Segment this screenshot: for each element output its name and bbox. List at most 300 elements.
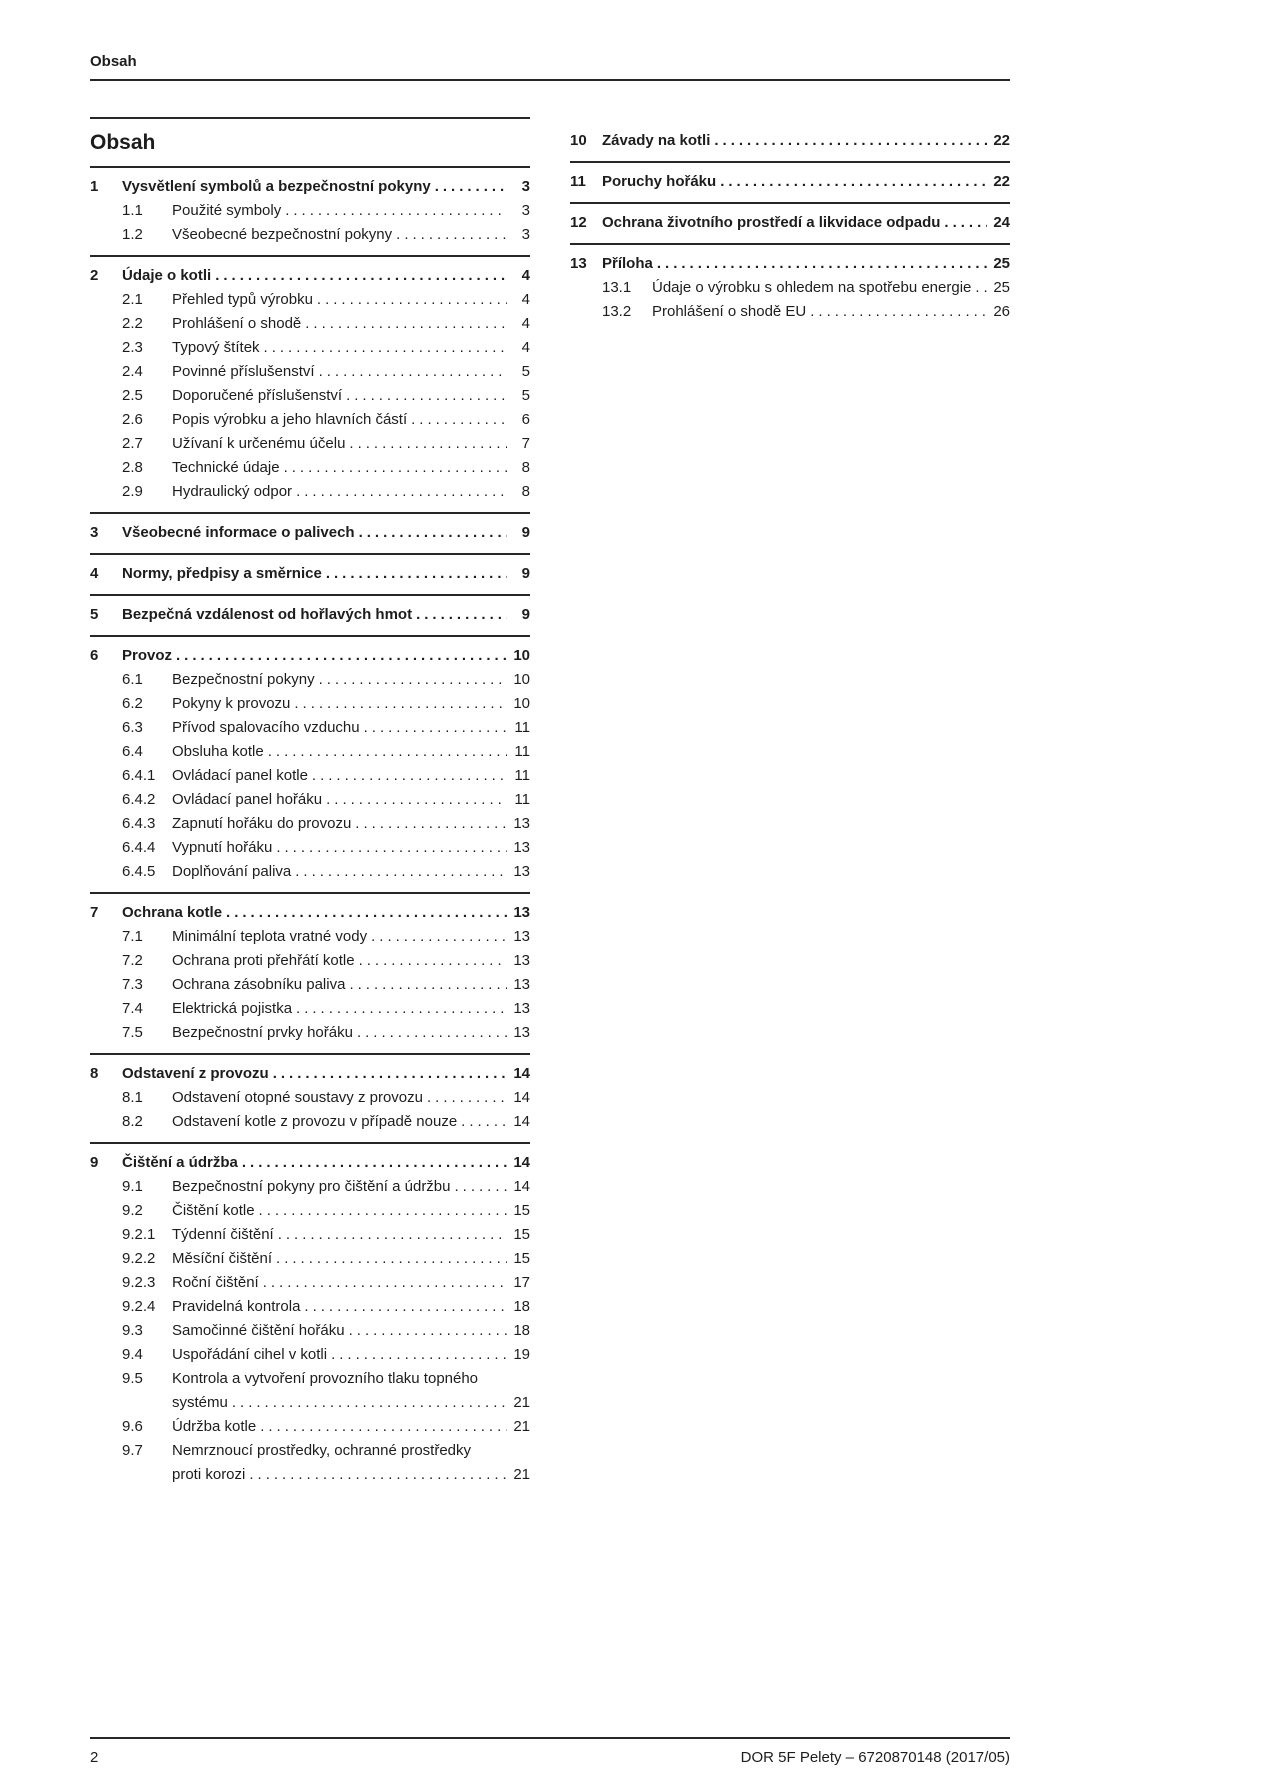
toc-entry-page: 21 xyxy=(513,1418,530,1435)
toc-entry-line xyxy=(90,1223,530,1247)
toc-dot-leader xyxy=(357,1021,507,1045)
toc-entry-line xyxy=(90,1415,530,1439)
toc-entry-line xyxy=(90,901,530,925)
toc-entry[interactable] xyxy=(90,336,530,360)
toc-entry-title: Odstavení otopné soustavy z provozu xyxy=(172,1089,423,1106)
toc-section xyxy=(90,553,530,594)
toc-entry-title: Ovládací panel hořáku xyxy=(172,791,323,808)
toc-entry-page: 24 xyxy=(993,214,1010,231)
toc-entry-title: Bezpečnostní pokyny pro čištění a údržbu xyxy=(172,1178,451,1195)
toc-entry-number: 8.1 xyxy=(122,1089,143,1106)
toc-entry[interactable] xyxy=(570,170,1010,194)
toc-entry-title: Provoz xyxy=(122,647,173,664)
toc-entry-page: 14 xyxy=(513,1065,530,1082)
toc-entry-page: 9 xyxy=(521,606,530,623)
toc-entry-title: Technické údaje xyxy=(172,459,280,476)
toc-dot-leader xyxy=(411,408,507,432)
toc-dot-leader xyxy=(276,836,507,860)
toc-section xyxy=(90,512,530,553)
toc-entry[interactable] xyxy=(90,223,530,247)
toc-dot-leader xyxy=(319,668,507,692)
toc-dot-leader xyxy=(317,288,507,312)
toc-entry-title-continued: proti korozi xyxy=(172,1466,246,1483)
toc-entry-page: 13 xyxy=(513,815,530,832)
toc-entry-line xyxy=(90,1151,530,1175)
toc-entry[interactable] xyxy=(90,408,530,432)
toc-dot-leader xyxy=(278,1223,507,1247)
toc-entry-line xyxy=(570,129,1010,153)
toc-dot-leader xyxy=(296,480,507,504)
toc-entry-title: Ochrana životního prostředí a likvidace odpadu xyxy=(602,214,941,231)
toc-entry-number: 6.4.4 xyxy=(122,839,156,856)
toc-dot-leader xyxy=(294,692,507,716)
toc-entry-line xyxy=(90,1062,530,1086)
toc-entry-title: Ochrana kotle xyxy=(122,904,223,921)
toc-entry-page: 9 xyxy=(521,524,530,541)
toc-dot-leader xyxy=(215,264,507,288)
toc-entry[interactable] xyxy=(90,1062,530,1086)
toc-entry-page: 14 xyxy=(513,1178,530,1195)
toc-entry-page: 25 xyxy=(993,279,1010,296)
toc-entry-line xyxy=(90,336,530,360)
toc-section xyxy=(90,594,530,635)
toc-entry-number: 12 xyxy=(570,214,587,231)
toc-entry[interactable] xyxy=(90,1415,530,1439)
page-number: 2 xyxy=(90,1749,99,1766)
toc-dot-leader xyxy=(355,812,507,836)
toc-entry-number: 7.2 xyxy=(122,952,143,969)
toc-entry[interactable] xyxy=(90,1319,530,1343)
toc-entry-page: 15 xyxy=(513,1202,530,1219)
toc-entry-title: Údržba kotle xyxy=(172,1418,257,1435)
toc-dot-leader xyxy=(416,603,507,627)
toc-dot-leader xyxy=(364,716,507,740)
toc-entry-page: 11 xyxy=(514,791,530,808)
toc-entry-page: 3 xyxy=(521,226,530,243)
toc-dot-leader xyxy=(326,562,507,586)
toc-entry[interactable] xyxy=(90,288,530,312)
toc-entry-title-continued: systému xyxy=(172,1394,228,1411)
toc-entry-title: Vypnutí hořáku xyxy=(172,839,273,856)
toc-entry-number: 1.2 xyxy=(122,226,143,243)
toc-entry-line xyxy=(90,692,530,716)
toc-dot-leader xyxy=(268,740,507,764)
toc-entry[interactable] xyxy=(570,211,1010,235)
toc-dot-leader xyxy=(975,276,987,300)
toc-entry-line xyxy=(90,1110,530,1134)
toc-entry-title: Zapnutí hořáku do provozu xyxy=(172,815,352,832)
toc-entry-page: 7 xyxy=(521,435,530,452)
toc-entry-title: Ochrana zásobníku paliva xyxy=(172,976,346,993)
toc-entry-title: Měsíční čištění xyxy=(172,1250,273,1267)
toc-entry-title: Povinné příslušenství xyxy=(172,363,315,380)
toc-entry-title: Přehled typů výrobku xyxy=(172,291,313,308)
toc-entry-number: 9.2.3 xyxy=(122,1274,156,1291)
toc-entry-line xyxy=(90,408,530,432)
toc-entry[interactable] xyxy=(570,129,1010,153)
toc-dot-leader xyxy=(714,129,987,153)
toc-entry-line xyxy=(90,480,530,504)
toc-dot-leader xyxy=(657,252,987,276)
toc-entry-title: Závady na kotli xyxy=(602,132,711,149)
toc-dot-leader xyxy=(242,1151,507,1175)
toc-entry-line xyxy=(90,1367,530,1391)
toc-entry-line xyxy=(570,211,1010,235)
toc-entry-title: Nemrznoucí prostředky, ochranné prostředky xyxy=(172,1442,472,1459)
toc-entry-page: 21 xyxy=(513,1466,530,1483)
toc-entry[interactable] xyxy=(90,1295,530,1319)
toc-dot-leader xyxy=(232,1391,507,1415)
toc-entry-line xyxy=(570,276,1010,300)
toc-dot-leader xyxy=(285,199,507,223)
toc-entry[interactable] xyxy=(90,1199,530,1223)
toc-entry[interactable] xyxy=(90,360,530,384)
toc-entry-page: 22 xyxy=(993,173,1010,190)
toc-entry-title: Prohlášení o shodě EU xyxy=(652,303,807,320)
toc-entry-title: Elektrická pojistka xyxy=(172,1000,293,1017)
toc-entry-line xyxy=(90,973,530,997)
toc-entry-line xyxy=(90,175,530,199)
toc-entry-line xyxy=(90,223,530,247)
toc-entry-number: 2 xyxy=(90,267,99,284)
toc-entry-title: Ovládací panel kotle xyxy=(172,767,308,784)
toc-entry-number: 6.4.3 xyxy=(122,815,156,832)
toc-dot-leader xyxy=(944,211,987,235)
toc-entry-line xyxy=(90,1021,530,1045)
toc-entry[interactable] xyxy=(90,716,530,740)
toc-dot-leader xyxy=(349,432,507,456)
toc-entry-line xyxy=(90,716,530,740)
toc-entry[interactable] xyxy=(90,1343,530,1367)
toc-entry-number: 6.4.2 xyxy=(122,791,156,808)
toc-entry[interactable] xyxy=(90,836,530,860)
toc-dot-leader xyxy=(720,170,987,194)
toc-entry-line xyxy=(90,288,530,312)
toc-entry[interactable] xyxy=(90,264,530,288)
toc-entry-line xyxy=(90,1247,530,1271)
toc-entry-number: 9.3 xyxy=(122,1322,143,1339)
toc-entry-line xyxy=(90,562,530,586)
toc-entry[interactable] xyxy=(90,1086,530,1110)
toc-entry[interactable] xyxy=(570,276,1010,300)
toc-entry-page: 26 xyxy=(993,303,1010,320)
toc-entry[interactable] xyxy=(90,1439,530,1487)
toc-entry[interactable] xyxy=(90,973,530,997)
toc-entry-page: 15 xyxy=(513,1250,530,1267)
toc-entry-title: Vysvětlení symbolů a bezpečnostní pokyny xyxy=(122,178,431,195)
toc-entry-number: 7.1 xyxy=(122,928,143,945)
toc-entry-number: 6.1 xyxy=(122,671,143,688)
toc-entry-number: 5 xyxy=(90,606,99,623)
toc-entry-page: 8 xyxy=(521,483,530,500)
toc-entry-line xyxy=(90,521,530,545)
toc-entry[interactable] xyxy=(90,175,530,199)
toc-entry-number: 9.7 xyxy=(122,1442,143,1459)
toc-entry-title: Obsluha kotle xyxy=(172,743,264,760)
toc-dot-leader xyxy=(276,1247,507,1271)
toc-entry[interactable] xyxy=(90,692,530,716)
toc-dot-leader xyxy=(427,1086,507,1110)
toc-dot-leader xyxy=(455,1175,508,1199)
toc-entry-title: Pravidelná kontrola xyxy=(172,1298,301,1315)
toc-entry-line xyxy=(90,740,530,764)
toc-entry[interactable] xyxy=(90,1175,530,1199)
toc-entry-title: Odstavení kotle z provozu v případě nouze xyxy=(172,1113,458,1130)
toc-entry-number: 6.4.1 xyxy=(122,767,156,784)
toc-dot-leader xyxy=(396,223,507,247)
toc-dot-leader xyxy=(259,1199,507,1223)
toc-right-column xyxy=(570,117,1010,332)
toc-entry-line xyxy=(90,812,530,836)
toc-entry[interactable] xyxy=(90,812,530,836)
toc-entry[interactable] xyxy=(90,925,530,949)
toc-entry-title: Roční čištění xyxy=(172,1274,259,1291)
toc-dot-leader xyxy=(331,1343,507,1367)
toc-section xyxy=(570,202,1010,243)
toc-entry-title: Použité symboly xyxy=(172,202,282,219)
toc-dot-leader xyxy=(346,384,507,408)
toc-entry-number: 7.3 xyxy=(122,976,143,993)
toc-entry-page: 10 xyxy=(513,695,530,712)
toc-entry-page: 3 xyxy=(521,178,530,195)
document-reference: DOR 5F Pelety – 6720870148 (2017/05) xyxy=(740,1749,1010,1766)
toc-content xyxy=(90,117,1010,1495)
toc-entry-number: 7.5 xyxy=(122,1024,143,1041)
toc-left-column xyxy=(90,117,530,1495)
toc-dot-leader xyxy=(304,1295,507,1319)
toc-entry-page: 17 xyxy=(513,1274,530,1291)
toc-entry-page: 13 xyxy=(513,928,530,945)
toc-entry[interactable] xyxy=(90,764,530,788)
toc-entry-line xyxy=(90,836,530,860)
toc-section xyxy=(570,243,1010,332)
toc-entry-line xyxy=(90,1199,530,1223)
toc-dot-leader xyxy=(326,788,507,812)
toc-entry-page: 14 xyxy=(513,1089,530,1106)
toc-entry-line xyxy=(90,1271,530,1295)
toc-entry[interactable] xyxy=(90,456,530,480)
toc-entry-line xyxy=(90,997,530,1021)
toc-dot-leader xyxy=(319,360,507,384)
toc-entry-line xyxy=(90,1295,530,1319)
toc-entry[interactable] xyxy=(90,562,530,586)
toc-entry-page: 5 xyxy=(521,363,530,380)
toc-entry-page: 25 xyxy=(993,255,1010,272)
toc-entry-line xyxy=(90,949,530,973)
toc-entry-title: Údaje o výrobku s ohledem na spotřebu energie xyxy=(652,279,972,296)
toc-entry-page: 5 xyxy=(521,387,530,404)
toc-entry-page: 13 xyxy=(513,1000,530,1017)
toc-dot-leader xyxy=(260,1415,507,1439)
toc-section xyxy=(90,635,530,892)
toc-entry-page: 4 xyxy=(521,267,530,284)
toc-entry-line xyxy=(90,603,530,627)
toc-entry-title: Hydraulický odpor xyxy=(172,483,293,500)
toc-entry[interactable] xyxy=(90,644,530,668)
toc-entry[interactable] xyxy=(90,740,530,764)
toc-entry-page: 11 xyxy=(514,767,530,784)
page-footer xyxy=(90,1737,1010,1766)
toc-entry-title: Doplňování paliva xyxy=(172,863,292,880)
toc-entry-number: 2.7 xyxy=(122,435,143,452)
toc-entry[interactable] xyxy=(90,521,530,545)
toc-entry-page: 13 xyxy=(513,952,530,969)
toc-entry-number: 11 xyxy=(570,173,586,190)
toc-entry-number: 4 xyxy=(90,565,99,582)
toc-entry-title: Přívod spalovacího vzduchu xyxy=(172,719,360,736)
toc-entry-line-continued xyxy=(90,1391,530,1415)
toc-entry[interactable] xyxy=(90,603,530,627)
toc-entry-title: Prohlášení o shodě xyxy=(172,315,302,332)
toc-entry-page: 13 xyxy=(513,839,530,856)
toc-dot-leader xyxy=(461,1110,507,1134)
toc-entry-title: Odstavení z provozu xyxy=(122,1065,269,1082)
toc-entry[interactable] xyxy=(90,901,530,925)
toc-entry-title: Čištění a údržba xyxy=(122,1154,238,1171)
toc-entry-number: 9.2.4 xyxy=(122,1298,156,1315)
toc-entry-number: 9 xyxy=(90,1154,99,1171)
toc-entry-line xyxy=(90,668,530,692)
toc-entry-line xyxy=(570,300,1010,324)
toc-entry-title: Všeobecné informace o palivech xyxy=(122,524,355,541)
toc-entry-page: 18 xyxy=(513,1298,530,1315)
toc-entry-line xyxy=(90,764,530,788)
toc-entry-page: 4 xyxy=(521,291,530,308)
toc-title: Obsah xyxy=(90,131,156,154)
toc-section xyxy=(570,117,1010,161)
toc-entry-number: 2.3 xyxy=(122,339,143,356)
toc-entry-number: 9.6 xyxy=(122,1418,143,1435)
toc-entry-line xyxy=(90,432,530,456)
toc-entry-number: 6.2 xyxy=(122,695,143,712)
toc-dot-leader xyxy=(249,1463,507,1487)
toc-entry[interactable] xyxy=(90,199,530,223)
toc-title-block xyxy=(90,117,530,166)
toc-entry-number: 2.5 xyxy=(122,387,143,404)
toc-entry[interactable] xyxy=(90,860,530,884)
toc-entry[interactable] xyxy=(90,1367,530,1415)
toc-entry[interactable] xyxy=(90,384,530,408)
toc-entry-line xyxy=(570,170,1010,194)
toc-entry-title: Doporučené příslušenství xyxy=(172,387,343,404)
toc-entry-number: 8.2 xyxy=(122,1113,143,1130)
toc-dot-leader xyxy=(295,860,507,884)
toc-entry-number: 2.2 xyxy=(122,315,143,332)
toc-entry-page: 6 xyxy=(521,411,530,428)
toc-entry-line xyxy=(90,1175,530,1199)
toc-entry[interactable] xyxy=(570,252,1010,276)
toc-entry[interactable] xyxy=(90,1021,530,1045)
toc-entry-title: Čištění kotle xyxy=(172,1202,255,1219)
toc-entry-page: 13 xyxy=(513,976,530,993)
toc-entry[interactable] xyxy=(90,312,530,336)
toc-entry-number: 2.1 xyxy=(122,291,143,308)
toc-entry-page: 8 xyxy=(521,459,530,476)
toc-entry-title: Příloha xyxy=(602,255,653,272)
toc-entry-title: Typový štítek xyxy=(172,339,260,356)
toc-entry[interactable] xyxy=(90,997,530,1021)
toc-entry[interactable] xyxy=(90,668,530,692)
toc-entry-number: 6.4 xyxy=(122,743,143,760)
toc-entry-number: 2.9 xyxy=(122,483,143,500)
toc-section xyxy=(570,161,1010,202)
toc-entry[interactable] xyxy=(90,1151,530,1175)
toc-entry-page: 15 xyxy=(513,1226,530,1243)
toc-entry[interactable] xyxy=(90,480,530,504)
toc-entry-title: Údaje o kotli xyxy=(122,267,212,284)
toc-entry-title: Minimální teplota vratné vody xyxy=(172,928,368,945)
toc-entry-line xyxy=(90,384,530,408)
toc-entry-number: 1 xyxy=(90,178,99,195)
toc-entry[interactable] xyxy=(90,1247,530,1271)
toc-entry-number: 9.5 xyxy=(122,1370,143,1387)
toc-entry-title: Ochrana proti přehřátí kotle xyxy=(172,952,355,969)
toc-entry-number: 6.4.5 xyxy=(122,863,156,880)
toc-entry-number: 1.1 xyxy=(122,202,143,219)
toc-entry-page: 11 xyxy=(514,719,530,736)
toc-dot-leader xyxy=(284,456,507,480)
toc-section xyxy=(90,166,530,255)
toc-entry-page: 18 xyxy=(513,1322,530,1339)
toc-entry-line xyxy=(90,264,530,288)
toc-entry[interactable] xyxy=(90,1223,530,1247)
toc-section xyxy=(90,892,530,1053)
running-header: Obsah xyxy=(90,53,137,70)
toc-entry-number: 2.8 xyxy=(122,459,143,476)
toc-entry-number: 7 xyxy=(90,904,99,921)
toc-entry[interactable] xyxy=(90,1110,530,1134)
toc-entry-number: 6.3 xyxy=(122,719,143,736)
toc-entry-page: 3 xyxy=(521,202,530,219)
toc-entry-page: 10 xyxy=(513,647,530,664)
toc-entry-page: 4 xyxy=(521,339,530,356)
toc-dot-leader xyxy=(435,175,507,199)
toc-entry-line-continued xyxy=(90,1463,530,1487)
toc-entry-number: 9.2.2 xyxy=(122,1250,156,1267)
toc-entry-number: 10 xyxy=(570,132,587,149)
toc-entry-number: 8 xyxy=(90,1065,99,1082)
toc-entry-title: Týdenní čištění xyxy=(172,1226,274,1243)
toc-entry[interactable] xyxy=(90,1271,530,1295)
toc-entry-page: 13 xyxy=(513,1024,530,1041)
toc-entry-line xyxy=(90,1319,530,1343)
toc-entry[interactable] xyxy=(570,300,1010,324)
toc-entry-line xyxy=(90,199,530,223)
toc-entry[interactable] xyxy=(90,432,530,456)
toc-dot-leader xyxy=(810,300,987,324)
toc-section xyxy=(90,1053,530,1142)
toc-entry-title: Bezpečná vzdálenost od hořlavých hmot xyxy=(122,606,413,623)
toc-dot-leader xyxy=(263,1271,507,1295)
toc-entry-title: Normy, předpisy a směrnice xyxy=(122,565,322,582)
toc-entry-title: Samočinné čištění hořáku xyxy=(172,1322,345,1339)
toc-entry-title: Všeobecné bezpečnostní pokyny xyxy=(172,226,393,243)
toc-entry-line xyxy=(90,860,530,884)
toc-entry-number: 9.2 xyxy=(122,1202,143,1219)
toc-entry[interactable] xyxy=(90,788,530,812)
toc-entry-number: 6 xyxy=(90,647,99,664)
toc-entry-title: Kontrola a vytvoření provozního tlaku topného xyxy=(172,1370,479,1387)
toc-entry-line xyxy=(90,1343,530,1367)
toc-entry-line xyxy=(90,1439,530,1463)
toc-entry-page: 21 xyxy=(513,1394,530,1411)
toc-entry[interactable] xyxy=(90,949,530,973)
toc-dot-leader xyxy=(359,949,507,973)
toc-entry-number: 7.4 xyxy=(122,1000,143,1017)
toc-entry-page: 4 xyxy=(521,315,530,332)
toc-dot-leader xyxy=(349,973,507,997)
toc-entry-line xyxy=(90,1086,530,1110)
